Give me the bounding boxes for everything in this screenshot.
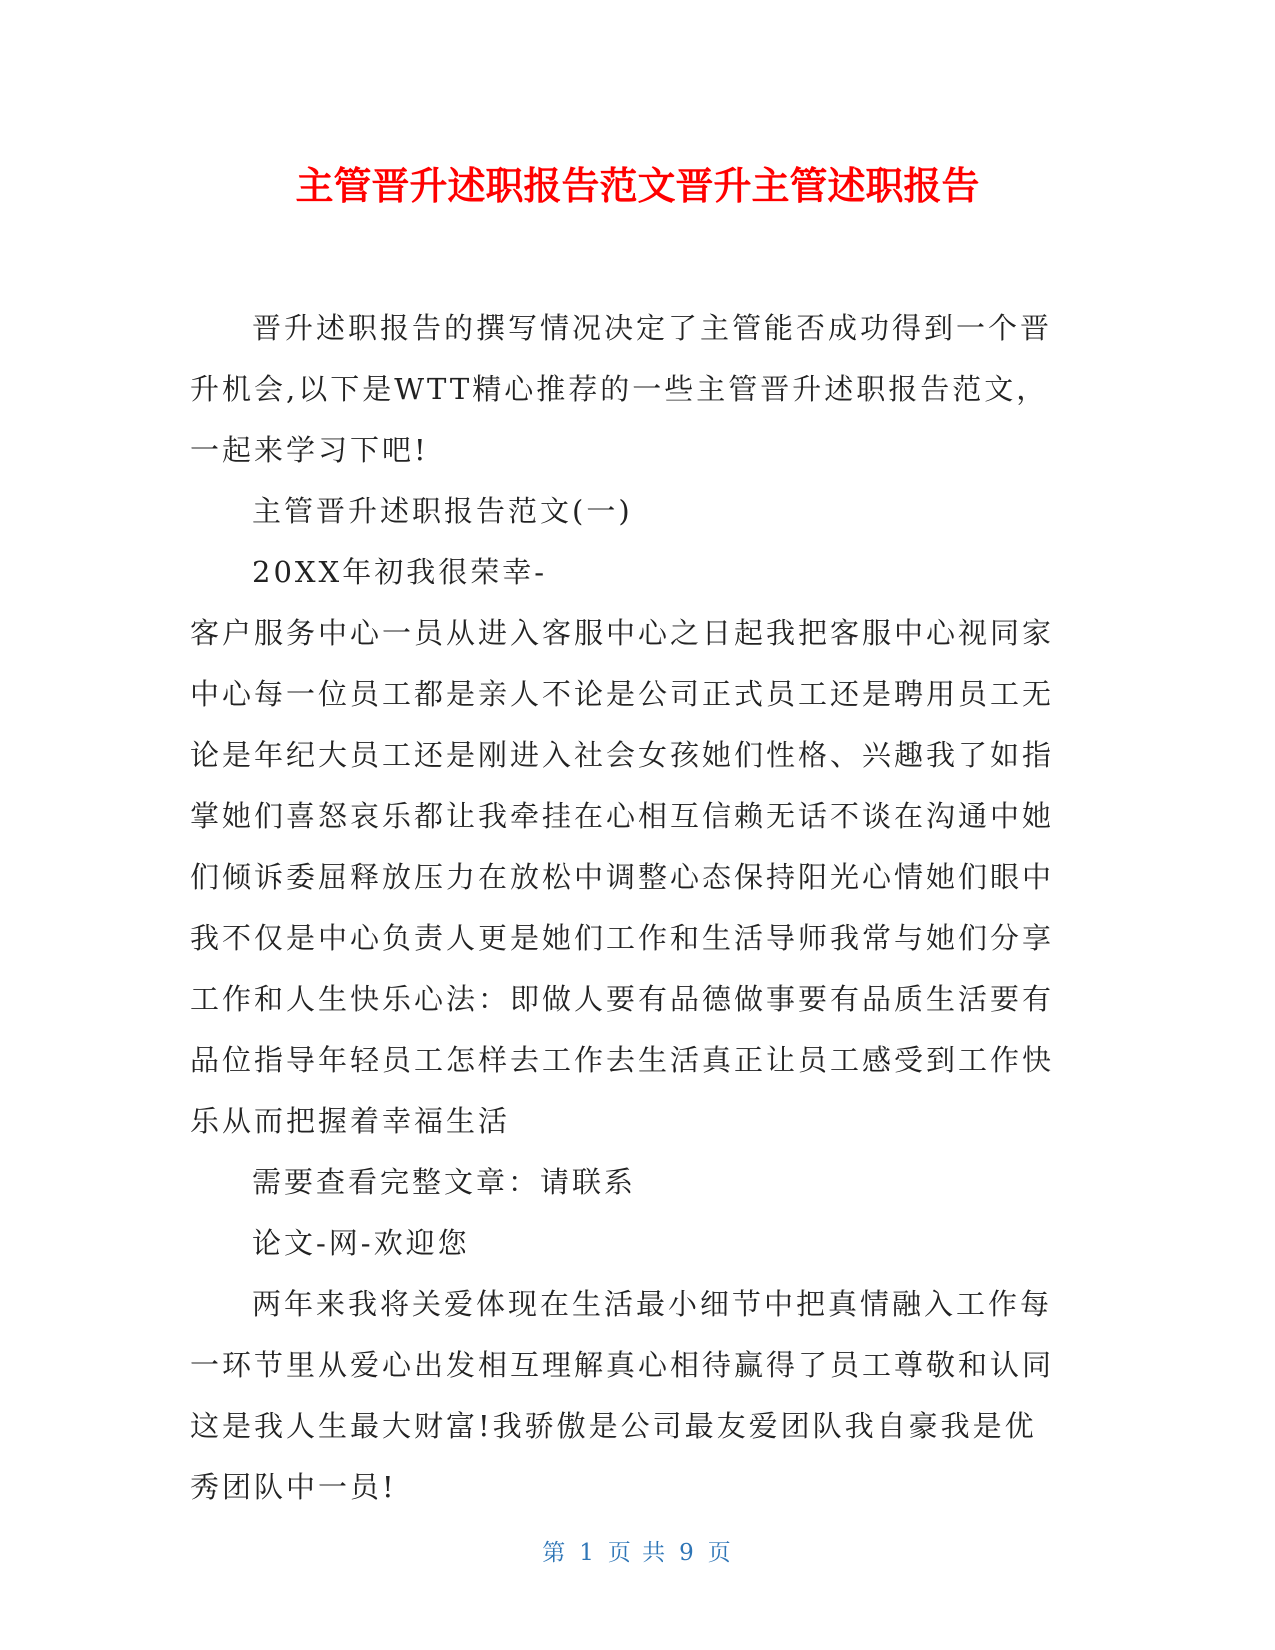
- paragraph-customer-service: 客户服务中心一员从进入客服中心之日起我把客服中心视同家中心每一位员工都是亲人不论是公司正式员工还是聘用员工无论是年纪大员工还是刚进入社会女孩她们性格、兴趣我了如指掌她们喜怒哀乐都让我牵挂在心相互信赖无话不谈在沟通中她们倾诉委屈释放压力在放松中调整心态保持阳光心情她们眼中我不仅是中心负责人更是她们工作和生活导师我常与她们分享工作和人生快乐心法：即做人要有品德做事要有品质生活要有品位指导年轻员工怎样去工作去生活真正让员工感受到工作快乐从而把握着幸福生活: [190, 616, 1055, 1138]
- paragraph-welcome: 论文-网-欢迎您: [252, 1226, 470, 1260]
- paragraph-date-line: 20XX年初我很荣幸-: [252, 555, 547, 589]
- section-heading: 主管晋升述职报告范文(一): [252, 494, 633, 528]
- page-footer: [0, 1534, 1275, 1567]
- footer-mid: 页 共: [607, 1540, 668, 1566]
- footer-current-page: 1: [579, 1540, 596, 1566]
- footer-suffix: 页: [707, 1540, 733, 1566]
- paragraph-contact-note: 需要查看完整文章：请联系: [252, 1165, 637, 1199]
- intro-paragraph: 晋升述职报告的撰写情况决定了主管能否成功得到一个晋升机会,以下是WTT精心推荐的一些主管晋升述职报告范文，一起来学习下吧!: [190, 311, 1053, 467]
- document-title: 主管晋升述职报告范文晋升主管述职报告: [295, 164, 980, 208]
- document-body: [190, 298, 1068, 1518]
- paragraph-two-years: 两年来我将关爱体现在生活最小细节中把真情融入工作每一环节里从爱心出发相互理解真心相待赢得了员工尊敬和认同这是我人生最大财富!我骄傲是公司最友爱团队我自豪我是优秀团队中一员!: [190, 1287, 1055, 1504]
- footer-total-pages: 9: [679, 1540, 696, 1566]
- footer-prefix: 第: [542, 1540, 568, 1566]
